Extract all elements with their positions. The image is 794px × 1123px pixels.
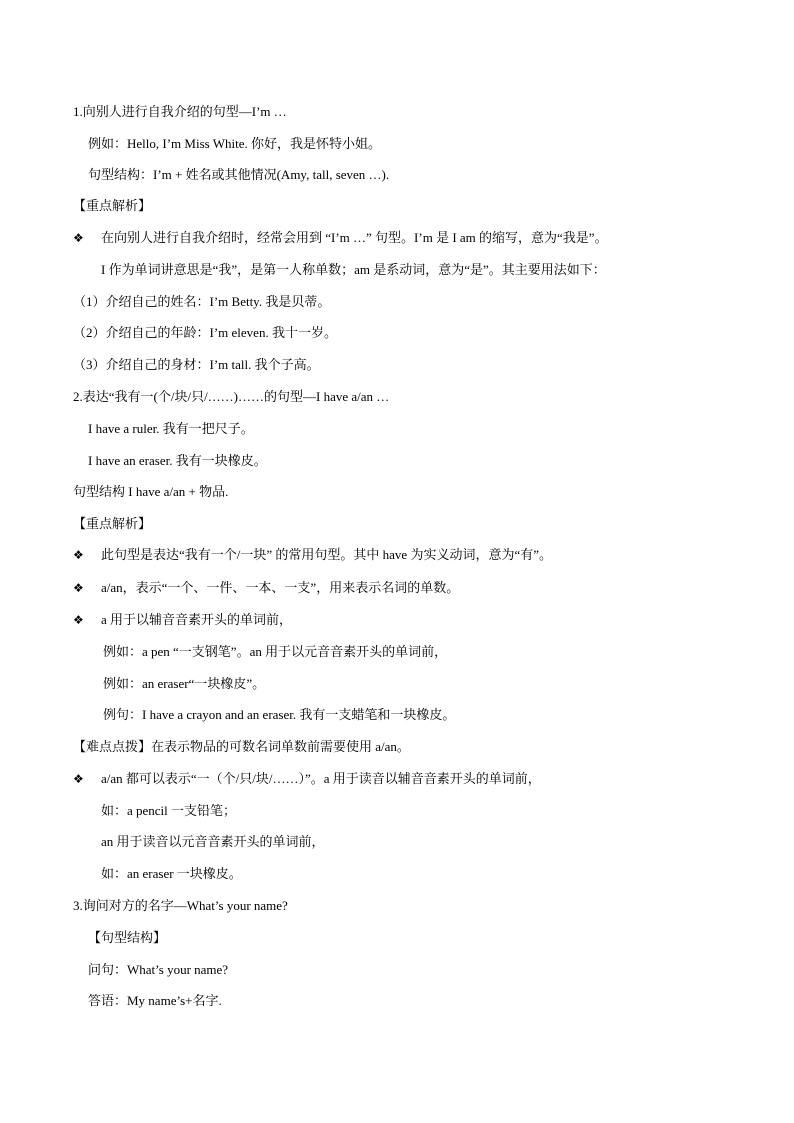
section3-structure-title: 【句型结构】 [88, 930, 167, 945]
section2-bullet-4: a/an 都可以表示“一（个/只/块/……）”。a 用于读音以辅音音素开头的单词前， [101, 771, 541, 786]
section2-bullet-2: a/an，表示“一个、一件、一本、一支”，用来表示名词的单数。 [101, 580, 460, 595]
diamond-bullet-icon: ❖ [73, 581, 84, 595]
section2-example-1: I have a ruler. 我有一把尺子。 [88, 421, 254, 436]
section3-answer: 答语：My name’s+名字. [88, 993, 222, 1008]
section2-example-pencil: 如：a pencil 一支铅笔； [101, 803, 237, 818]
section3-question: 问句：What’s your name? [88, 962, 229, 977]
diamond-bullet-icon: ❖ [73, 613, 84, 627]
section1-bullet-1: 在向别人进行自我介绍时，经常会用到 “I’m …” 句型。I’m 是 I am 的缩写，意为“我是”。 [101, 230, 608, 245]
section2-example-sentence: 例句：I have a crayon and an eraser. 我有一支蜡笔和一块橡皮。 [103, 707, 456, 722]
section3-heading: 3.询问对方的名字—What’s your name? [73, 898, 288, 913]
section1-bullet-1-cont: I 作为单词讲意思是“我”，是第一人称单数；am 是系动词，意为“是”。其主要用法如下： [101, 262, 606, 277]
section2-an-rule: an 用于读音以元音音素开头的单词前， [101, 834, 325, 849]
section2-key-title: 【重点解析】 [73, 516, 152, 531]
section1-use-3: （3）介绍自己的身材：I’m tall. 我个子高。 [73, 357, 320, 372]
section1-use-1: （1）介绍自己的姓名：I’m Betty. 我是贝蒂。 [73, 294, 331, 309]
section2-example-eraser: 如：an eraser 一块橡皮。 [101, 866, 242, 881]
section2-example-2: I have an eraser. 我有一块橡皮。 [88, 453, 267, 468]
section1-example: 例如：Hello, I’m Miss White. 你好，我是怀特小姐。 [88, 136, 381, 151]
diamond-bullet-icon: ❖ [73, 548, 84, 562]
section2-bullet-1: 此句型是表达“我有一个/一块” 的常用句型。其中 have 为实义动词，意为“有”。 [101, 547, 552, 562]
section1-key-title: 【重点解析】 [73, 198, 152, 213]
section2-difficulty: 【难点点拨】在表示物品的可数名词单数前需要使用 a/an。 [73, 739, 410, 754]
section2-heading: 2.表达“我有一(个/块/只/……)……的句型—I have a/an … [73, 389, 390, 404]
section2-example-a: 例如：a pen “一支钢笔”。an 用于以元音音素开头的单词前， [103, 644, 448, 659]
section1-use-2: （2）介绍自己的年龄：I’m eleven. 我十一岁。 [73, 325, 337, 340]
section2-example-an: 例如：an eraser“一块橡皮”。 [103, 676, 266, 691]
diamond-bullet-icon: ❖ [73, 772, 84, 786]
section2-bullet-3: a 用于以辅音音素开头的单词前， [101, 612, 293, 627]
section2-structure: 句型结构 I have a/an + 物品. [73, 484, 229, 499]
diamond-bullet-icon: ❖ [73, 231, 84, 245]
section1-structure: 句型结构：I’m + 姓名或其他情况(Amy, tall, seven …). [88, 167, 390, 182]
section1-heading: 1.向别人进行自我介绍的句型—I’m … [73, 104, 287, 119]
